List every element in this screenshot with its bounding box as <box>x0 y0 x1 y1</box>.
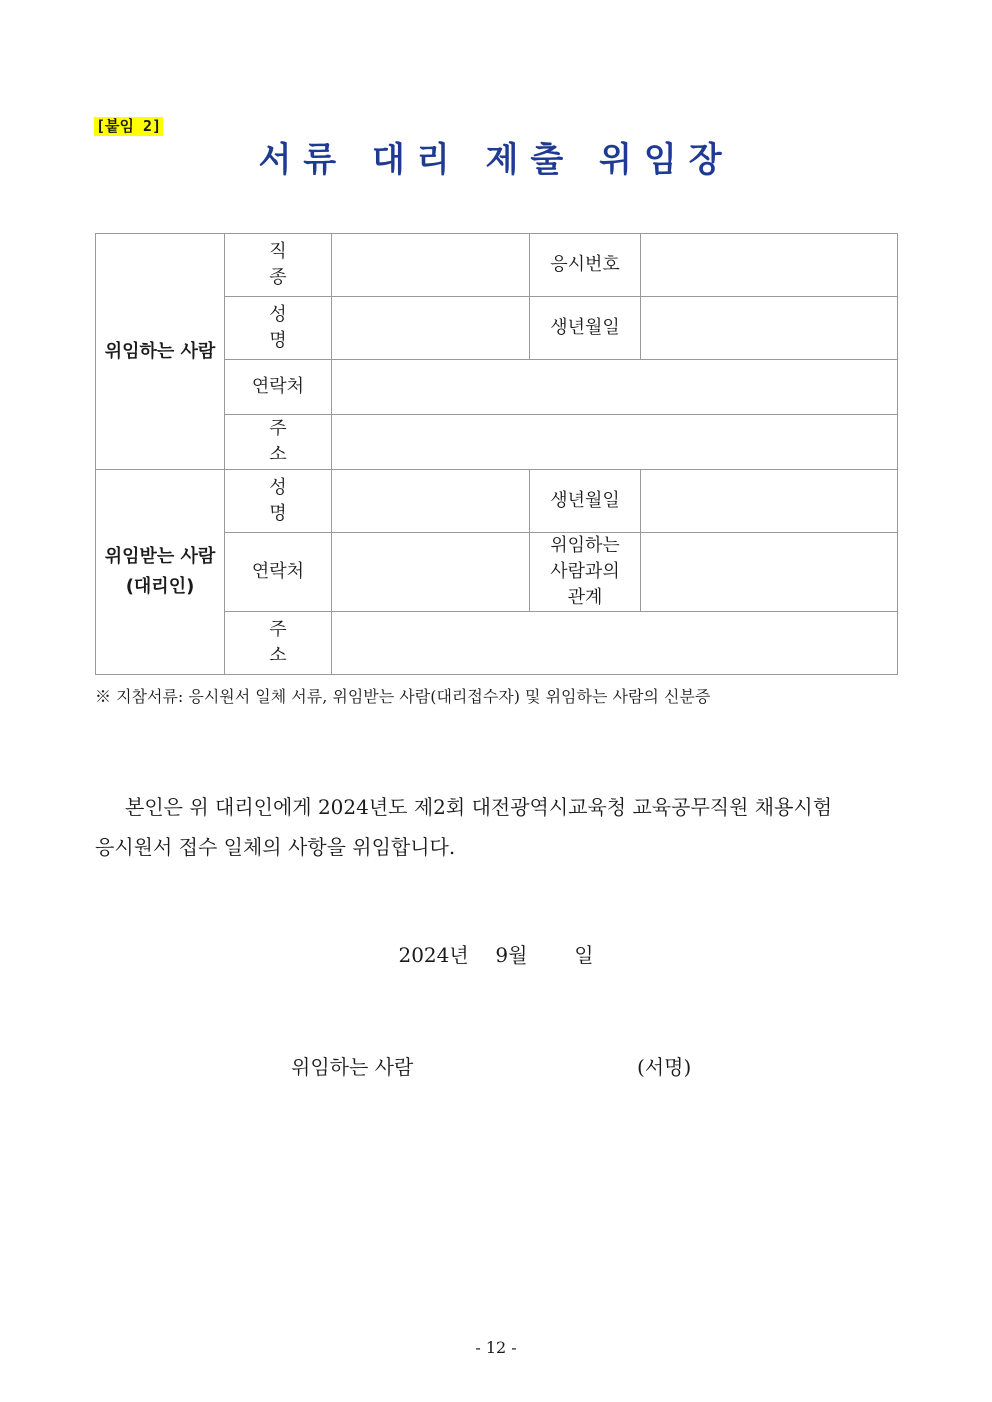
delegate-birth-label: 생년월일 <box>530 470 641 533</box>
delegation-statement <box>95 787 900 867</box>
delegate-name-label: 성 명 <box>225 470 332 533</box>
delegate-group-sublabel: (대리인) <box>125 576 195 597</box>
statement-line-2: 응시원서 접수 일체의 사항을 위임합니다. <box>95 835 456 859</box>
delegate-birth-field[interactable] <box>641 470 898 533</box>
delegator-row-job <box>96 234 898 297</box>
required-documents-note: ※ 지참서류: 응시원서 일체 서류, 위임받는 사람(대리접수자) 및 위임하는 사람의 신분증 <box>95 687 711 706</box>
delegate-address-label: 주 소 <box>225 612 332 675</box>
delegation-form-table <box>95 233 898 675</box>
job-type-field[interactable] <box>332 234 530 297</box>
delegate-group-label: 위임받는 사람 <box>104 546 216 567</box>
signature-field[interactable]: (서명) <box>637 1055 692 1079</box>
delegate-row-name <box>96 470 898 533</box>
delegator-address-label: 주 소 <box>225 415 332 470</box>
relation-label-line1: 위임하는 <box>550 535 620 556</box>
document-title: 서류 대리 제출 위임장 <box>258 140 734 180</box>
date-year: 2024년 <box>398 943 469 967</box>
relation-label-line2: 사람과의 <box>550 561 620 582</box>
delegator-contact-field[interactable] <box>332 360 898 415</box>
relation-field[interactable] <box>641 533 898 612</box>
delegate-address-field[interactable] <box>332 612 898 675</box>
delegator-group-cell <box>96 234 225 470</box>
delegator-group-label: 위임하는 사람 <box>104 340 216 362</box>
delegator-birth-field[interactable] <box>641 297 898 360</box>
delegate-group-cell <box>96 470 225 675</box>
statement-line-1: 본인은 위 대리인에게 2024년도 제2회 대전광역시교육청 교육공무직원 채용시험 <box>125 795 833 819</box>
relation-label <box>530 533 641 612</box>
signer-label: 위임하는 사람 <box>291 1055 414 1079</box>
exam-number-field[interactable] <box>641 234 898 297</box>
date-line <box>0 938 992 972</box>
exam-number-label: 응시번호 <box>530 234 641 297</box>
attachment-label: [붙임 2] <box>96 117 162 135</box>
delegator-contact-label: 연락처 <box>225 360 332 415</box>
delegate-contact-field[interactable] <box>332 533 530 612</box>
date-month: 9월 <box>495 943 528 967</box>
date-day[interactable]: 일 <box>574 943 594 967</box>
delegator-name-label: 성 명 <box>225 297 332 360</box>
delegator-birth-label: 생년월일 <box>530 297 641 360</box>
delegate-name-field[interactable] <box>332 470 530 533</box>
delegator-name-field[interactable] <box>332 297 530 360</box>
delegator-address-field[interactable] <box>332 415 898 470</box>
job-type-label: 직 종 <box>225 234 332 297</box>
relation-label-line3: 관계 <box>567 587 603 608</box>
page-number: - 12 - <box>475 1338 517 1357</box>
delegate-contact-label: 연락처 <box>225 533 332 612</box>
